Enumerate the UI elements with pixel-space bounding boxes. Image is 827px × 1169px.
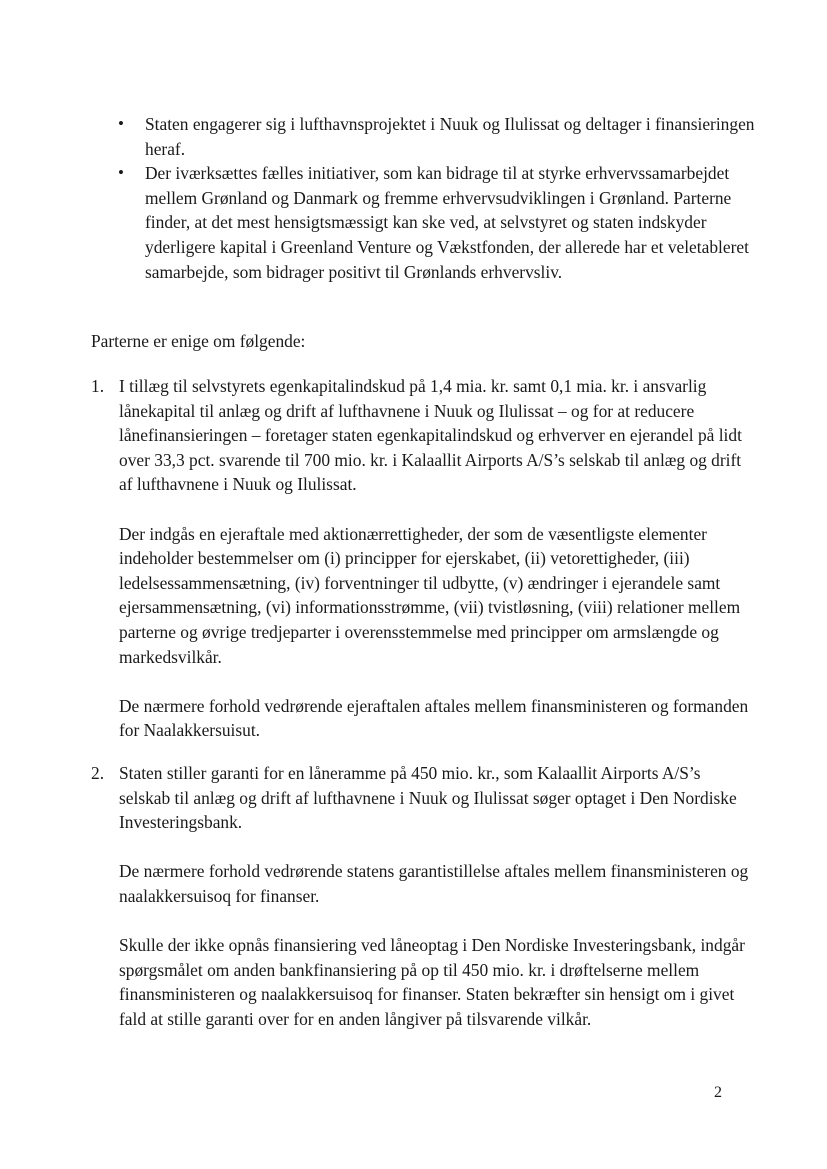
numbered-item-2	[91, 761, 751, 1032]
bullet-item	[118, 112, 758, 161]
item-paragraph: I tillæg til selvstyrets egenkapitalindskud på 1,4 mia. kr. samt 0,1 mia. kr. i ansvarlig lånekapital til anlæg og drift af lufthavnene i Nuuk og Ilulissat – og for at reducere lånefinansieringen – foretager staten egenkapitalindskud og erhverver en ejerandel på lidt over 33,3 pct. svarende til 700 mio. kr. i Kalaallit Airports A/S’s selskab til anlæg og drift af lufthavnene i Nuuk og Ilulissat.	[119, 376, 742, 495]
item-number: 1.	[91, 376, 105, 396]
item-paragraph: Staten stiller garanti for en låneramme på 450 mio. kr., som Kalaallit Airports A/S’s selskab til anlæg og drift af lufthavnene i Nuuk og Ilulissat søger optaget i Den Nordiske Investeringsbank.	[119, 763, 737, 833]
agreement-intro: Parterne er enige om følgende:	[91, 331, 306, 351]
item-paragraph: Der indgås en ejeraftale med aktionærrettigheder, der som de væsentligste elementer indeholder bestemmelser om (i) principper for ejerskabet, (ii) vetorettigheder, (iii) ledelsessammensætning, (iv) forventninger til udbytte, (v) ændringer i ejerandele samt ejersammensætning, (vi) informationsstrømme, (vii) tvistløsning, (viii) relationer mellem parterne og øvrige tredjeparter i overensstemmelse med principper om armslængde og markedsvilkår.	[119, 523, 741, 667]
item-body	[119, 374, 751, 743]
bullet-icon: •	[118, 114, 124, 133]
item-paragraph: De nærmere forhold vedrørende ejeraftalen aftales mellem finansministeren og formanden for Naalakkersuisut.	[119, 695, 749, 741]
item-paragraph: Skulle der ikke opnås finansiering ved låneoptag i Den Nordiske Investeringsbank, indgår spørgsmålet om anden bankfinansiering på op til 450 mio. kr. i drøftelserne mellem finansministeren og naalakkersuisoq for finanser. Staten bekræfter sin hensigt om i givet fald at stille garanti over for en anden långiver på tilsvarende vilkår.	[119, 935, 745, 1029]
bullet-item	[118, 161, 758, 284]
bullet-list	[118, 112, 758, 284]
item-paragraph: De nærmere forhold vedrørende statens garantistillelse aftales mellem finansministeren og naalakkersuisoq for finanser.	[119, 861, 749, 906]
item-body	[119, 761, 751, 1032]
numbered-item-1	[91, 374, 751, 743]
bullet-icon: •	[118, 163, 124, 183]
page-number: 2	[714, 1084, 722, 1101]
bullet-text: Der iværksættes fælles initiativer, som kan bidrage til at styrke erhvervssamarbejdet mellem Grønland og Danmark og fremme erhvervsudviklingen i Grønland. Parterne finder, at det mest hensigtsmæssigt kan ske ved, at selvstyret og staten indskyder yderligere kapital i Greenland Venture og Vækstfonden, der allerede har et veletableret samarbejde, som bidrager positivt til Grønlands erhvervsliv.	[145, 163, 749, 282]
item-number: 2.	[91, 763, 105, 783]
bullet-text: Staten engagerer sig i lufthavnsprojektet i Nuuk og Ilulissat og deltager i finansieringen heraf.	[145, 114, 755, 159]
